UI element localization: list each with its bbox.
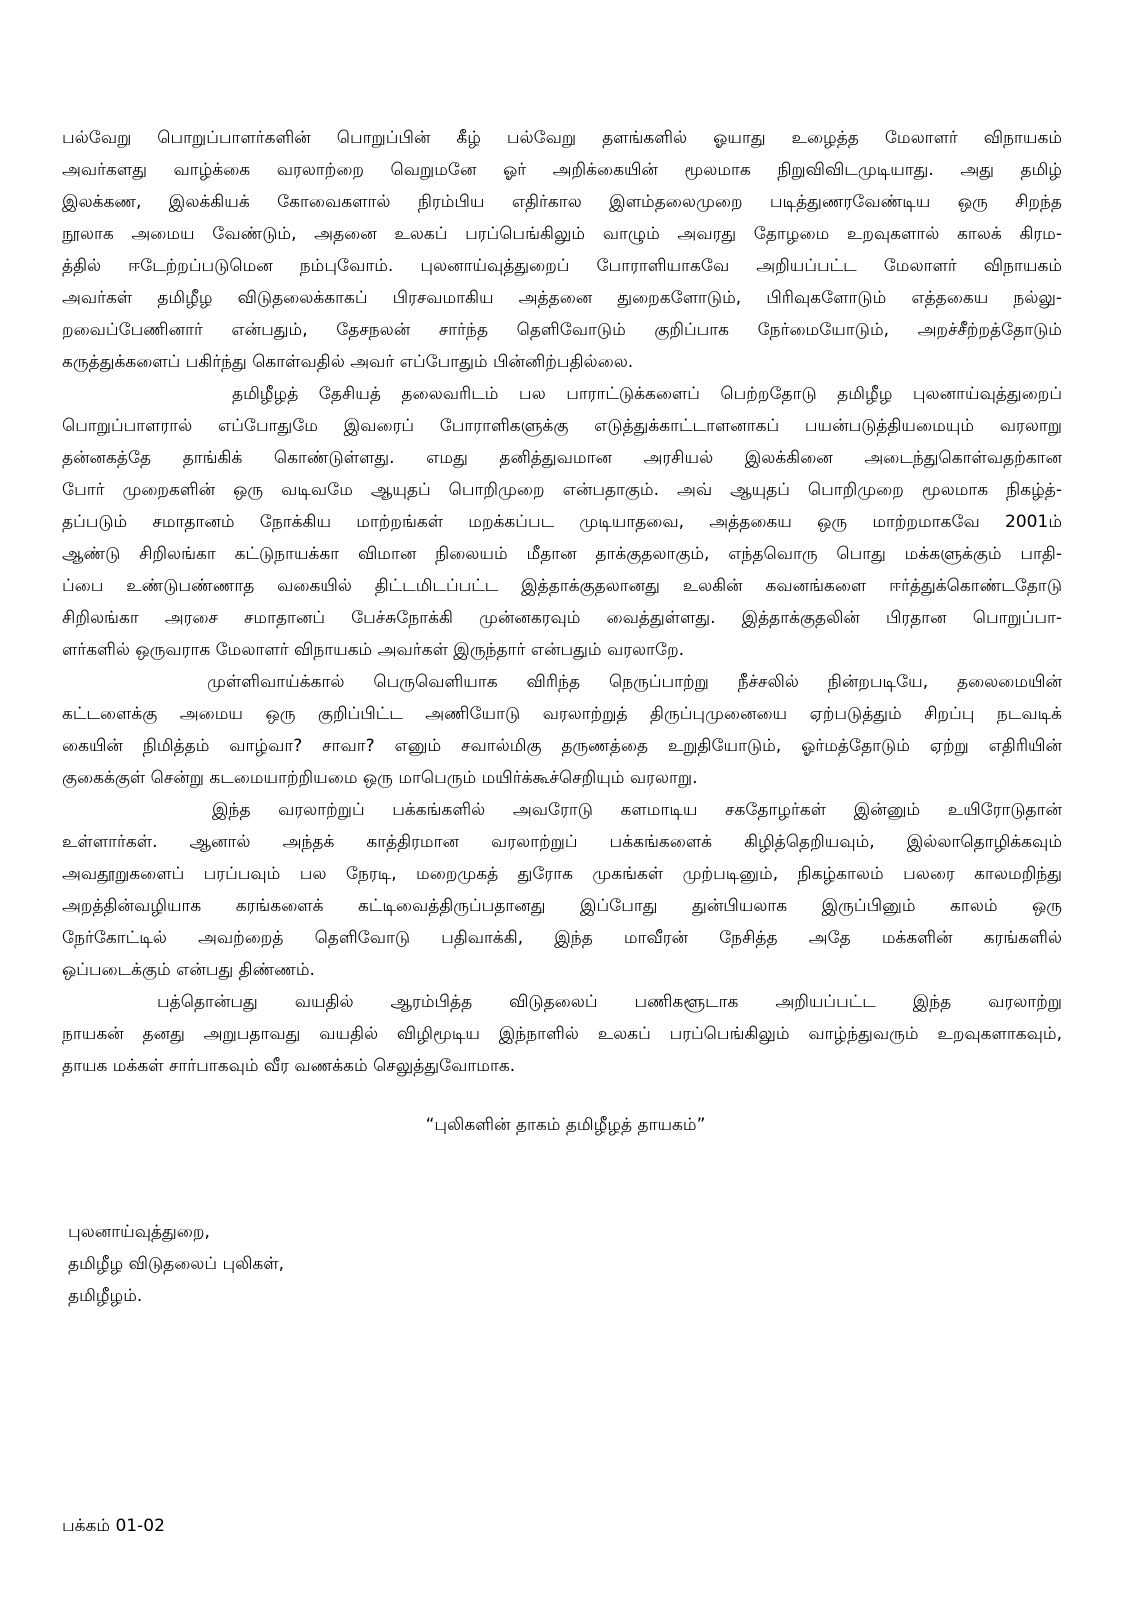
text-line: த்தில் ஈடேற்றப்படுமென நம்புவோம். புலனாய்வுத்துறைப் போராளியாகவே அறியப்பட்ட மேலாளர் விநாயகம் xyxy=(62,256,1062,276)
paragraph-3 xyxy=(62,666,1062,794)
text-line: போர் முறைகளின் ஒரு வடிவமே ஆயுதப் பொறிமுறை என்பதாகும். அவ் ஆயுதப் பொறிமுறை மூலமாக நிகழ்த்- xyxy=(62,480,1062,500)
text-line: றவைப்பேணினார் என்பதும், தேசநலன் சார்ந்த தெளிவோடும் குறிப்பாக நேர்மையோடும், அறச்சீற்றத்தோடும் xyxy=(62,320,1062,340)
slogan-quote: “புலிகளின் தாகம் தமிழீழத் தாயகம்” xyxy=(425,1115,706,1135)
text-line: ஒப்படைக்கும் என்பது திண்ணம். xyxy=(62,960,315,980)
signature-line: தமிழீழ விடுதலைப் புலிகள், xyxy=(68,1254,285,1274)
text-line: நேர்கோட்டில் அவற்றைத் தெளிவோடு பதிவாக்கி, இந்த மாவீரன் நேசித்த அதே மக்களின் கரங்களில் xyxy=(62,928,1062,948)
signature-line: புலனாய்வுத்துறை, xyxy=(68,1222,210,1242)
paragraph-2 xyxy=(62,378,1062,666)
text-line: உள்ளார்கள். ஆனால் அந்தக் காத்திரமான வரலாற்றுப் பக்கங்களைக் கிழித்தெறியவும், இல்லாதொழிக்கவும் xyxy=(62,832,1062,852)
text-line: தப்படும் சமாதானம் நோக்கிய மாற்றங்கள் மறக்கப்பட முடியாதவை, அத்தகைய ஒரு மாற்றமாகவே 2001ம் xyxy=(62,512,1062,532)
letter-body xyxy=(62,122,1062,1082)
text-line: நூலாக அமைய வேண்டும், அதனை உலகப் பரப்பெங்கிலும் வாழும் அவரது தோழமை உறவுகளால் காலக் கிரம- xyxy=(62,224,1062,244)
text-line: இந்த வரலாற்றுப் பக்கங்களில் அவரோடு களமாடிய சகதோழர்கள் இன்னும் உயிரோடுதான் xyxy=(212,800,1062,820)
text-line: சிறிலங்கா அரசை சமாதானப் பேச்சுநோக்கி முன்னகரவும் வைத்துள்ளது. இத்தாக்குதலின் பிரதான பொறுப்பா- xyxy=(62,608,1062,628)
signature-block xyxy=(68,1216,284,1312)
page-number: பக்கம் 01-02 xyxy=(62,1516,165,1536)
text-line: பல்வேறு பொறுப்பாளர்களின் பொறுப்பின் கீழ் பல்வேறு தளங்களில் ஓயாது உழைத்த மேலாளர் விநாயகம் xyxy=(62,128,1062,148)
text-line: குகைக்குள் சென்று கடமையாற்றியமை ஒரு மாபெரும் மயிர்க்கூச்செறியும் வரலாறு. xyxy=(62,768,698,788)
text-line: கருத்துக்களைப் பகிர்ந்து கொள்வதில் அவர் எப்போதும் பின்னிற்பதில்லை. xyxy=(62,352,634,372)
text-line: அவர்கள் தமிழீழ விடுதலைக்காகப் பிரசவமாகிய அத்தனை துறைகளோடும், பிரிவுகளோடும் எத்தகைய நல்லு- xyxy=(62,288,1062,308)
text-line: ஆண்டு சிறிலங்கா கட்டுநாயக்கா விமான நிலையம் மீதான தாக்குதலாகும், எந்தவொரு பொது மக்களுக்கும் பாதி- xyxy=(62,544,1062,564)
text-line: அவதூறுகளைப் பரப்பவும் பல நேரடி, மறைமுகத் துரோக முகங்கள் முற்படினும், நிகழ்காலம் பலரை காலமறிந்து xyxy=(62,864,1062,884)
text-line: அறத்தின்வழியாக கரங்களைக் கட்டிவைத்திருப்பதானது இப்போது துன்பியலாக இருப்பினும் காலம் ஒரு xyxy=(62,896,1062,916)
text-line: தாயக மக்கள் சார்பாகவும் வீர வணக்கம் செலுத்துவோமாக. xyxy=(62,1056,516,1076)
text-line: முள்ளிவாய்க்கால் பெருவெளியாக விரிந்த நெருப்பாற்று நீச்சலில் நின்றபடியே, தலைமையின் xyxy=(207,672,1062,692)
text-line: ளர்களில் ஒருவராக மேலாளர் விநாயகம் அவர்கள் இருந்தார் என்பதும் வரலாறே. xyxy=(62,640,685,660)
text-line: அவர்களது வாழ்க்கை வரலாற்றை வெறுமனே ஓர் அறிக்கையின் மூலமாக நிறுவிவிடமுடியாது. அது தமிழ் xyxy=(62,160,1062,180)
text-line: தமிழீழத் தேசியத் தலைவரிடம் பல பாராட்டுக்களைப் பெற்றதோடு தமிழீழ புலனாய்வுத்துறைப் xyxy=(232,384,1062,404)
text-line: பத்தொன்பது வயதில் ஆரம்பித்த விடுதலைப் பணிகளூடாக அறியப்பட்ட இந்த வரலாற்று xyxy=(157,992,1062,1012)
text-line: ப்பை உண்டுபண்ணாத வகையில் திட்டமிடப்பட்ட இத்தாக்குதலானது உலகின் கவனங்களை ஈர்த்துக்கொண்டதோடு xyxy=(62,576,1062,596)
paragraph-1 xyxy=(62,122,1062,378)
signature-line: தமிழீழம். xyxy=(68,1286,143,1306)
paragraph-5 xyxy=(62,986,1062,1082)
text-line: கையின் நிமித்தம் வாழ்வா? சாவா? எனும் சவால்மிகு தருணத்தை உறுதியோடும், ஓர்மத்தோடும் ஏற்று எதிரியின் xyxy=(62,736,1062,756)
text-line: இலக்கண, இலக்கியக் கோவைகளால் நிரம்பிய எதிர்கால இளம்தலைமுறை படித்துணரவேண்டிய ஒரு சிறந்த xyxy=(62,192,1062,212)
text-line: கட்டளைக்கு அமைய ஒரு குறிப்பிட்ட அணியோடு வரலாற்றுத் திருப்புமுனையை ஏற்படுத்தும் சிறப்பு நடவடிக் xyxy=(62,704,1062,724)
paragraph-4 xyxy=(62,794,1062,986)
text-line: பொறுப்பாளரால் எப்போதுமே இவரைப் போராளிகளுக்கு எடுத்துக்காட்டாளனாகப் பயன்படுத்தியமையும் வரலாறு xyxy=(62,416,1062,436)
text-line: தன்னகத்தே தாங்கிக் கொண்டுள்ளது. எமது தனித்துவமான அரசியல் இலக்கினை அடைந்துகொள்வதற்கான xyxy=(62,448,1062,468)
text-line: நாயகன் தனது அறுபதாவது வயதில் விழிமூடிய இந்நாளில் உலகப் பரப்பெங்கிலும் வாழ்ந்துவரும் உறவுகளாகவும், xyxy=(62,1024,1062,1044)
